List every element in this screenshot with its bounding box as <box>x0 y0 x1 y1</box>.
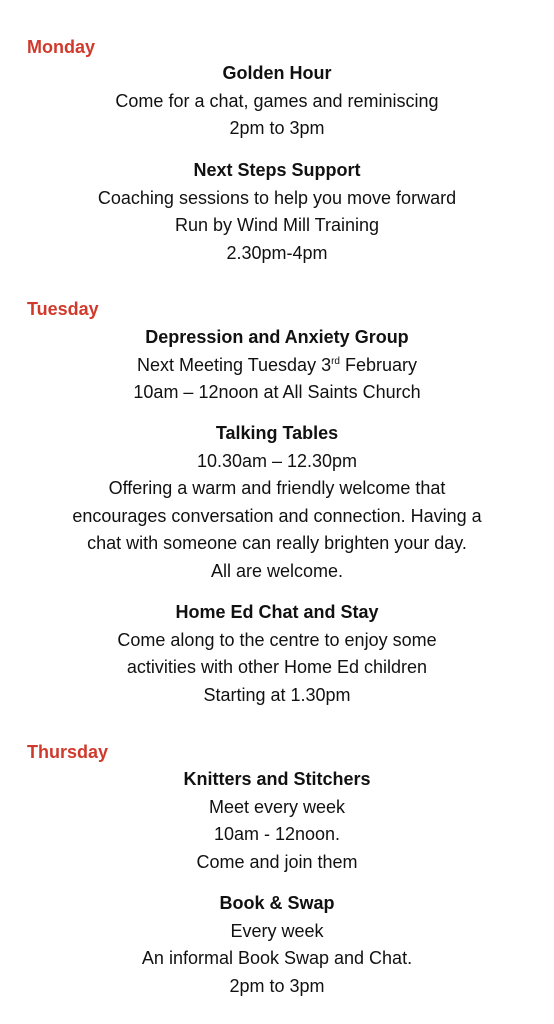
day-heading-thursday: Thursday <box>27 742 109 762</box>
event-time: 10.30am – 12.30pm <box>196 450 358 471</box>
next-meeting-text: Next Meeting Tuesday 3 <box>136 354 332 375</box>
event-description: Come for a chat, games and reminiscing <box>115 90 439 111</box>
event-title: Next Steps Support <box>193 160 361 180</box>
event-description: activities with other Home Ed children <box>126 657 428 677</box>
day-heading-monday: Monday <box>27 37 96 57</box>
event-description: Offering a warm and friendly welcome that <box>108 478 446 498</box>
event-home-ed-chat-and-stay <box>0 599 554 709</box>
event-time: Starting at 1.30pm <box>203 684 351 705</box>
day-heading-tuesday: Tuesday <box>27 299 99 319</box>
event-time: 2pm to 3pm <box>229 975 325 996</box>
event-description: encourages conversation and connection. Having a <box>72 505 482 526</box>
event-book-and-swap <box>0 890 554 1000</box>
event-description: An informal Book Swap and Chat. <box>141 948 413 968</box>
event-knitters-and-stitchers <box>0 766 554 876</box>
event-description: Coaching sessions to help you move forward <box>97 187 457 208</box>
event-title: Talking Tables <box>215 423 339 443</box>
event-title: Depression and Anxiety Group <box>145 327 409 347</box>
next-meeting-month: February <box>339 354 418 375</box>
event-frequency: Meet every week <box>208 796 346 817</box>
event-description: Come and join them <box>196 851 358 872</box>
event-next-steps-support <box>0 157 554 267</box>
event-golden-hour <box>0 60 554 143</box>
date-ordinal-suffix: rd <box>331 355 340 367</box>
event-title: Golden Hour <box>222 63 332 83</box>
event-title: Home Ed Chat and Stay <box>175 602 379 622</box>
event-next-meeting <box>0 352 554 380</box>
event-description: chat with someone can really brighten your day. <box>87 533 467 553</box>
event-title: Knitters and Stitchers <box>183 769 371 789</box>
event-organiser: Run by Wind Mill Training <box>174 215 380 235</box>
event-talking-tables <box>0 420 554 585</box>
event-time: 2pm to 3pm <box>229 118 325 138</box>
event-depression-anxiety-group <box>0 324 554 407</box>
event-time: 10am - 12noon. <box>213 824 341 844</box>
event-description: All are welcome. <box>210 560 344 581</box>
event-frequency: Every week <box>230 920 324 941</box>
event-description: Come along to the centre to enjoy some <box>117 629 437 650</box>
event-time: 2.30pm-4pm <box>226 242 328 263</box>
event-time-location: 10am – 12noon at All Saints Church <box>133 382 421 402</box>
event-title: Book & Swap <box>219 893 335 913</box>
